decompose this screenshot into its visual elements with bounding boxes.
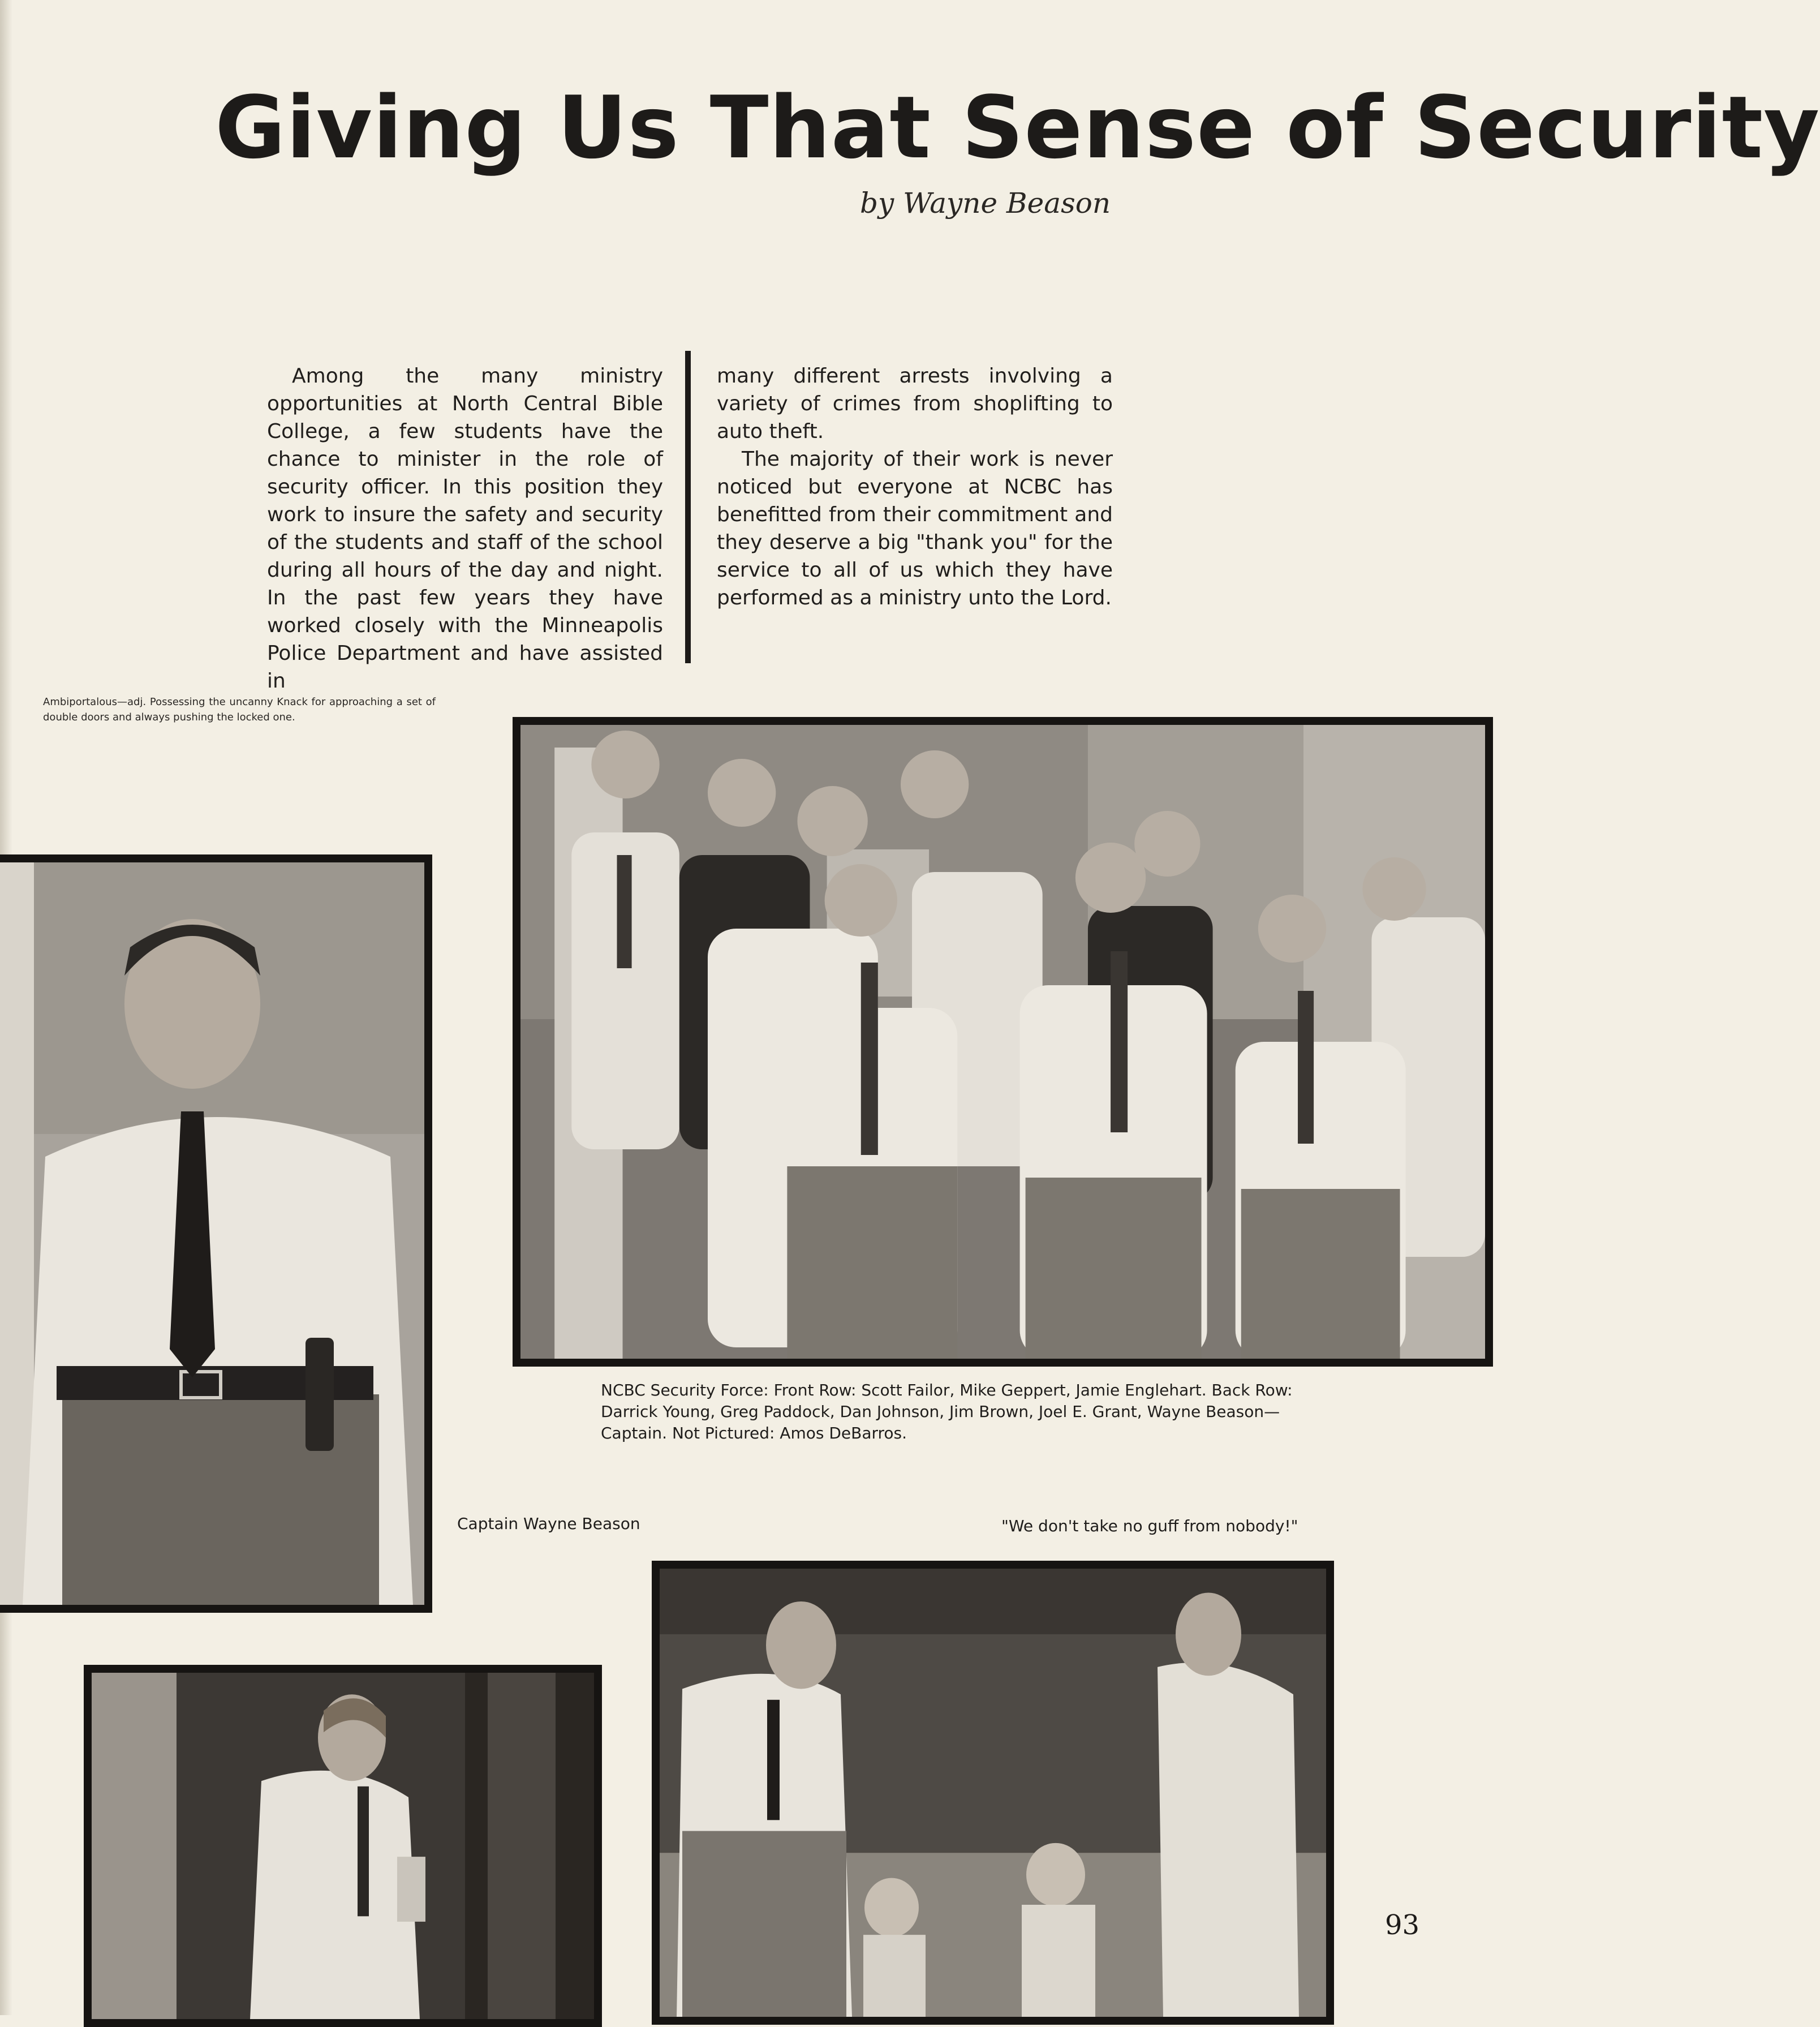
officers-with-children-photo (652, 1561, 1334, 2025)
captain-portrait-photo (0, 854, 432, 1613)
door-photo-image (92, 1673, 594, 2019)
security-force-group-photo (513, 717, 1493, 1367)
column-divider (685, 351, 691, 663)
page-number: 93 (1385, 1909, 1420, 1941)
kids-photo-caption: "We don't take no guff from nobody!" (1001, 1517, 1298, 1535)
article-title: Giving Us That Sense of Security (215, 78, 1820, 178)
group-photo-image (520, 725, 1485, 1359)
article-paragraph: The majority of their work is never noticed but everyone at NCBC has benefitted from their commitment and they deserve a big "thank you" for the service to all of us which they have performed as a ministry unto the Lord. (717, 448, 1113, 609)
kids-photo-image (660, 1569, 1326, 2017)
article-paragraph: Among the many ministry opportunities at North Central Bible College, a few students have the chance to minister in the role of security officer. In this position they work to insure the safety and security of the students and staff of the school during all hours of the day and night. In the past few years they have worked closely with the Minneapolis Police Department and have assisted in (267, 364, 663, 693)
article-byline: by Wayne Beason (860, 187, 1111, 220)
officer-at-door-photo (84, 1665, 602, 2027)
article-column-2 (717, 362, 1113, 612)
captain-photo-image (0, 862, 424, 1605)
captain-photo-caption: Captain Wayne Beason (457, 1514, 640, 1533)
group-photo-caption: NCBC Security Force: Front Row: Scott Failor, Mike Geppert, Jamie Englehart. Back Row: Darrick Young, Greg Paddock, Dan Johnson, Jim Brown, Joel E. Grant, Wayne Beason—Captain. Not Pictured: Amos DeBarros. (601, 1381, 1293, 1442)
article-paragraph: many different arrests involving a variety of crimes from shoplifting to auto theft. (717, 364, 1113, 443)
sidebar-quote: Ambiportalous—adj. Possessing the uncanny Knack for approaching a set of double doors and always pushing the locked one. (43, 696, 436, 723)
article-column-1 (267, 362, 663, 695)
